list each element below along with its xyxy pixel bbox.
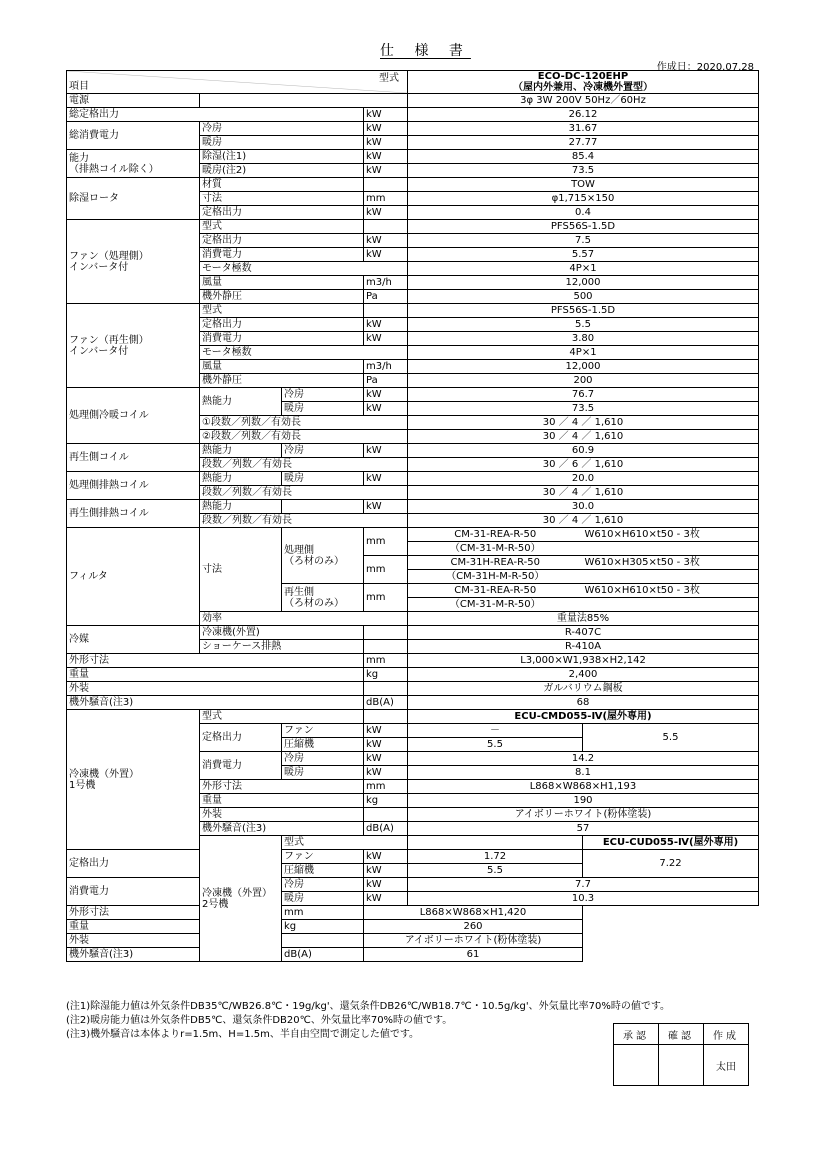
header-item-cell bbox=[67, 71, 408, 94]
spec-value: 2,400 bbox=[408, 668, 759, 682]
header-model-cell bbox=[408, 71, 759, 94]
unit: kW bbox=[364, 136, 408, 150]
spec-label: 除湿ロータ bbox=[67, 178, 200, 220]
sub-label: 消費電力 bbox=[200, 248, 364, 262]
spec-value: 7.7 bbox=[408, 878, 759, 892]
spec-value: アイボリーホワイト(粉体塗装) bbox=[408, 808, 759, 822]
unit: Pa bbox=[364, 374, 408, 388]
unit: kg bbox=[364, 794, 408, 808]
spec-value: L3,000×W1,938×H2,142 bbox=[408, 654, 759, 668]
spec-label: 能力 （排熱コイル除く） bbox=[67, 150, 200, 178]
unit: mm bbox=[364, 780, 408, 794]
header-item-label: 項目 bbox=[69, 81, 89, 92]
sub-label: 暖房 bbox=[200, 136, 364, 150]
sub-label: 定格出力 bbox=[200, 234, 364, 248]
sub-label: ファン bbox=[282, 724, 364, 738]
spec-label: 外形寸法 bbox=[67, 654, 364, 668]
spec-value: R-410A bbox=[408, 640, 759, 654]
spec-value: 5.5 bbox=[408, 318, 759, 332]
filter-model: CM-31-REA-R-50 bbox=[408, 528, 583, 542]
spec-value: 8.1 bbox=[408, 766, 759, 780]
spec-value: 30 ／ 6 ／ 1,610 bbox=[408, 458, 759, 472]
sub-label: 熱能力 bbox=[200, 388, 282, 416]
unit: kW bbox=[364, 108, 408, 122]
sub-label: 再生側 （ろ材のみ） bbox=[282, 584, 364, 612]
unit: mm bbox=[364, 654, 408, 668]
spec-value: 重量法85% bbox=[408, 612, 759, 626]
sub-label: 外形寸法 bbox=[200, 780, 364, 794]
spec-label: 電源 bbox=[67, 94, 200, 108]
spec-value: PFS56S-1.5D bbox=[408, 220, 759, 234]
sub-label: 機外静圧 bbox=[200, 290, 364, 304]
sub-label: ①段数／列数／有効長 bbox=[200, 416, 408, 430]
unit: kW bbox=[364, 150, 408, 164]
spec-value: 3φ 3W 200V 50Hz／60Hz bbox=[408, 94, 759, 108]
sub-label: 風量 bbox=[200, 276, 364, 290]
spec-label: 総定格出力 bbox=[67, 108, 364, 122]
sub-label: 暖房 bbox=[282, 472, 364, 486]
chiller2-label: 冷凍機（外置） 2号機 bbox=[200, 836, 282, 962]
sub-label: 型式 bbox=[282, 836, 408, 850]
spec-value: 5.5 bbox=[408, 738, 583, 752]
unit: mm bbox=[282, 906, 364, 920]
spec-value: R-407C bbox=[408, 626, 759, 640]
sub-label: 冷凍機(外置) bbox=[200, 626, 364, 640]
model-name: ECO-DC-120EHP bbox=[537, 71, 629, 82]
footnote: (注1)除湿能力値は外気条件DB35℃/WB26.8℃・19g/kg'、還気条件DB26℃/WB18.7℃・10.5g/kg'、外気量比率70%時の値です。 bbox=[66, 1001, 671, 1012]
filter-model: （CM-31H-M-R-50） bbox=[408, 570, 583, 584]
filter-dimension: W610×H610×t50 - 3枚 bbox=[583, 528, 759, 542]
spec-value: TOW bbox=[408, 178, 759, 192]
spec-value: 5.5 bbox=[408, 864, 583, 878]
spec-value: 4P×1 bbox=[408, 346, 759, 360]
header-row bbox=[67, 71, 759, 94]
unit: kW bbox=[364, 472, 408, 486]
sub-label: ファン bbox=[282, 850, 364, 864]
total-value: 7.22 bbox=[583, 850, 759, 878]
total-value: 5.5 bbox=[583, 724, 759, 752]
spec-label: 冷媒 bbox=[67, 626, 200, 654]
spec-value: PFS56S-1.5D bbox=[408, 304, 759, 318]
sub-label: ②段数／列数／有効長 bbox=[200, 430, 408, 444]
sub-label: 冷房 bbox=[282, 752, 364, 766]
spec-value: 31.67 bbox=[408, 122, 759, 136]
unit: mm bbox=[364, 584, 408, 612]
spec-value: 260 bbox=[364, 920, 583, 934]
sub-label: 寸法 bbox=[200, 192, 364, 206]
spec-value: 61 bbox=[364, 948, 583, 962]
model-subtitle: （屋内外兼用、冷凍機外置型） bbox=[513, 82, 653, 93]
sub-label: 暖房(注2) bbox=[200, 164, 364, 178]
spec-value: 190 bbox=[408, 794, 759, 808]
filter-model: CM-31H-REA-R-50 bbox=[408, 556, 583, 570]
spec-value: 26.12 bbox=[408, 108, 759, 122]
sub-label: 冷房 bbox=[282, 444, 364, 458]
spec-label: 再生側コイル bbox=[67, 444, 200, 472]
sub-label: 段数／列数／有効長 bbox=[200, 458, 408, 472]
sub-label: 消費電力 bbox=[200, 752, 282, 780]
spec-value: ガルバリウム鋼板 bbox=[408, 682, 759, 696]
unit: kW bbox=[364, 864, 408, 878]
spec-value: － bbox=[408, 724, 583, 738]
header-type-label: 型式 bbox=[379, 73, 399, 84]
unit: kW bbox=[364, 738, 408, 752]
spec-label: 総消費電力 bbox=[67, 122, 200, 150]
chiller1-label: 冷凍機（外置） 1号機 bbox=[67, 710, 200, 850]
sub-label: 機外静圧 bbox=[200, 374, 364, 388]
spec-value: 10.3 bbox=[408, 892, 759, 906]
unit: mm bbox=[364, 556, 408, 584]
sub-label: 機外騒音(注3) bbox=[200, 822, 364, 836]
chiller2-model: ECU-CUD055-Ⅳ(屋外専用) bbox=[583, 836, 759, 850]
unit: kW bbox=[364, 850, 408, 864]
sub-label: 処理側 （ろ材のみ） bbox=[282, 528, 364, 584]
spec-value: 30 ／ 4 ／ 1,610 bbox=[408, 416, 759, 430]
unit: kW bbox=[364, 388, 408, 402]
sub-label: 熱能力 bbox=[200, 472, 282, 486]
sub-label: 定格出力 bbox=[200, 318, 364, 332]
unit: kW bbox=[364, 402, 408, 416]
spec-value: 7.5 bbox=[408, 234, 759, 248]
unit: kg bbox=[282, 920, 364, 934]
spec-label: ファン（再生側） インバータ付 bbox=[67, 304, 200, 388]
spec-value: 12,000 bbox=[408, 276, 759, 290]
unit: m3/h bbox=[364, 360, 408, 374]
sub-label: 外装 bbox=[67, 934, 282, 948]
approval-box bbox=[613, 1023, 749, 1086]
spec-value: 68 bbox=[408, 696, 759, 710]
unit: kW bbox=[364, 444, 408, 458]
unit: dB(A) bbox=[282, 948, 364, 962]
spec-label: 機外騒音(注3) bbox=[67, 696, 364, 710]
sub-label: 重量 bbox=[200, 794, 364, 808]
sub-label: 段数／列数／有効長 bbox=[200, 486, 408, 500]
spec-label: 外装 bbox=[67, 682, 364, 696]
sub-label: モータ極数 bbox=[200, 262, 408, 276]
unit: kW bbox=[364, 164, 408, 178]
document-title: 仕 様 書 bbox=[380, 43, 471, 59]
approval-header: 作成 bbox=[704, 1024, 749, 1045]
spec-value: 12,000 bbox=[408, 360, 759, 374]
unit: kg bbox=[364, 668, 408, 682]
sub-label: 冷房 bbox=[282, 388, 364, 402]
spec-value: L868×W868×H1,420 bbox=[364, 906, 583, 920]
sub-label: 消費電力 bbox=[200, 332, 364, 346]
spec-value: 14.2 bbox=[408, 752, 759, 766]
sub-label: 暖房 bbox=[282, 892, 364, 906]
sub-label: 暖房 bbox=[282, 766, 364, 780]
unit: kW bbox=[364, 318, 408, 332]
unit: kW bbox=[364, 724, 408, 738]
approval-header: 承認 bbox=[614, 1024, 659, 1045]
unit: mm bbox=[364, 528, 408, 556]
spec-value: 0.4 bbox=[408, 206, 759, 220]
sub-label: 材質 bbox=[200, 178, 364, 192]
spec-value: L868×W868×H1,193 bbox=[408, 780, 759, 794]
sub-label: 型式 bbox=[200, 710, 364, 724]
spec-value: 20.0 bbox=[408, 472, 759, 486]
sub-label: 外形寸法 bbox=[67, 906, 282, 920]
sub-label: 風量 bbox=[200, 360, 364, 374]
chiller1-model: ECU-CMD055-Ⅳ(屋外専用) bbox=[408, 710, 759, 724]
unit: kW bbox=[364, 206, 408, 220]
spec-value: 30 ／ 4 ／ 1,610 bbox=[408, 486, 759, 500]
spec-label: 処理側排熱コイル bbox=[67, 472, 200, 500]
sub-label: 冷房 bbox=[200, 122, 364, 136]
unit: dB(A) bbox=[364, 696, 408, 710]
spec-value: 60.9 bbox=[408, 444, 759, 458]
spec-value: 30 ／ 4 ／ 1,610 bbox=[408, 430, 759, 444]
spec-value: 73.5 bbox=[408, 402, 759, 416]
unit: kW bbox=[364, 752, 408, 766]
spec-value: 200 bbox=[408, 374, 759, 388]
unit: Pa bbox=[364, 290, 408, 304]
unit: kW bbox=[364, 500, 408, 514]
filter-dimension: W610×H610×t50 - 3枚 bbox=[583, 584, 759, 598]
sub-label: 圧縮機 bbox=[282, 864, 364, 878]
spec-value: 500 bbox=[408, 290, 759, 304]
spec-table bbox=[66, 70, 759, 962]
unit: kW bbox=[364, 248, 408, 262]
sub-label: 消費電力 bbox=[67, 878, 200, 906]
unit: mm bbox=[364, 192, 408, 206]
author-name: 太田 bbox=[704, 1045, 749, 1086]
spec-value: 30 ／ 4 ／ 1,610 bbox=[408, 514, 759, 528]
sub-label: 熱能力 bbox=[200, 444, 282, 458]
approval-stamp-slot bbox=[614, 1045, 659, 1086]
spec-value: 30.0 bbox=[408, 500, 759, 514]
approval-header: 確認 bbox=[659, 1024, 704, 1045]
approval-stamp-slot bbox=[659, 1045, 704, 1086]
spec-value: 85.4 bbox=[408, 150, 759, 164]
unit: kW bbox=[364, 766, 408, 780]
unit: kW bbox=[364, 332, 408, 346]
filter-model: CM-31-REA-R-50 bbox=[408, 584, 583, 598]
sub-label: 段数／列数／有効長 bbox=[200, 514, 408, 528]
sub-label: 型式 bbox=[200, 220, 364, 234]
spec-label: 再生側排熱コイル bbox=[67, 500, 200, 528]
spec-value: 5.57 bbox=[408, 248, 759, 262]
spec-value: 76.7 bbox=[408, 388, 759, 402]
unit: kW bbox=[364, 892, 408, 906]
spec-label: ファン（処理側） インバータ付 bbox=[67, 220, 200, 304]
filter-model: （CM-31-M-R-50） bbox=[408, 542, 583, 556]
sub-label: 重量 bbox=[67, 920, 282, 934]
sub-label: 寸法 bbox=[200, 528, 282, 612]
footnotes bbox=[66, 1000, 670, 1042]
spec-value: 4P×1 bbox=[408, 262, 759, 276]
creation-date: 作成日：2020.07.28 bbox=[656, 62, 754, 73]
sub-label: 外装 bbox=[200, 808, 364, 822]
sub-label: モータ極数 bbox=[200, 346, 408, 360]
sub-label: ショーケース排熱 bbox=[200, 640, 364, 654]
spec-value: 73.5 bbox=[408, 164, 759, 178]
filter-dimension: W610×H305×t50 - 3枚 bbox=[583, 556, 759, 570]
filter-model: （CM-31-M-R-50） bbox=[408, 598, 583, 612]
spec-value: 57 bbox=[408, 822, 759, 836]
sub-label: 定格出力 bbox=[200, 206, 364, 220]
sub-label: 効率 bbox=[200, 612, 408, 626]
spec-value: φ1,715×150 bbox=[408, 192, 759, 206]
sub-label: 冷房 bbox=[282, 878, 364, 892]
spec-value: 3.80 bbox=[408, 332, 759, 346]
sub-label: 定格出力 bbox=[200, 724, 282, 752]
sub-label: 除湿(注1) bbox=[200, 150, 364, 164]
sub-label: 機外騒音(注3) bbox=[67, 948, 282, 962]
sub-label: 定格出力 bbox=[67, 850, 200, 878]
unit: kW bbox=[364, 234, 408, 248]
unit: m3/h bbox=[364, 276, 408, 290]
footnote: (注3)機外騒音は本体よりr=1.5m、H=1.5m、半自由空間で測定した値です。 bbox=[66, 1029, 420, 1040]
spec-label: フィルタ bbox=[67, 528, 200, 626]
spec-label: 重量 bbox=[67, 668, 364, 682]
sub-label: 暖房 bbox=[282, 402, 364, 416]
sub-label: 圧縮機 bbox=[282, 738, 364, 752]
sub-label: 型式 bbox=[200, 304, 364, 318]
spec-value: 1.72 bbox=[408, 850, 583, 864]
unit: dB(A) bbox=[364, 822, 408, 836]
spec-value: アイボリーホワイト(粉体塗装) bbox=[364, 934, 583, 948]
sub-label: 熱能力 bbox=[200, 500, 282, 514]
unit: kW bbox=[364, 878, 408, 892]
spec-label: 処理側冷暖コイル bbox=[67, 388, 200, 444]
unit: kW bbox=[364, 122, 408, 136]
spec-value: 27.77 bbox=[408, 136, 759, 150]
footnote: (注2)暖房能力値は外気条件DB5℃、還気条件DB20℃、外気量比率70%時の値です。 bbox=[66, 1015, 453, 1026]
